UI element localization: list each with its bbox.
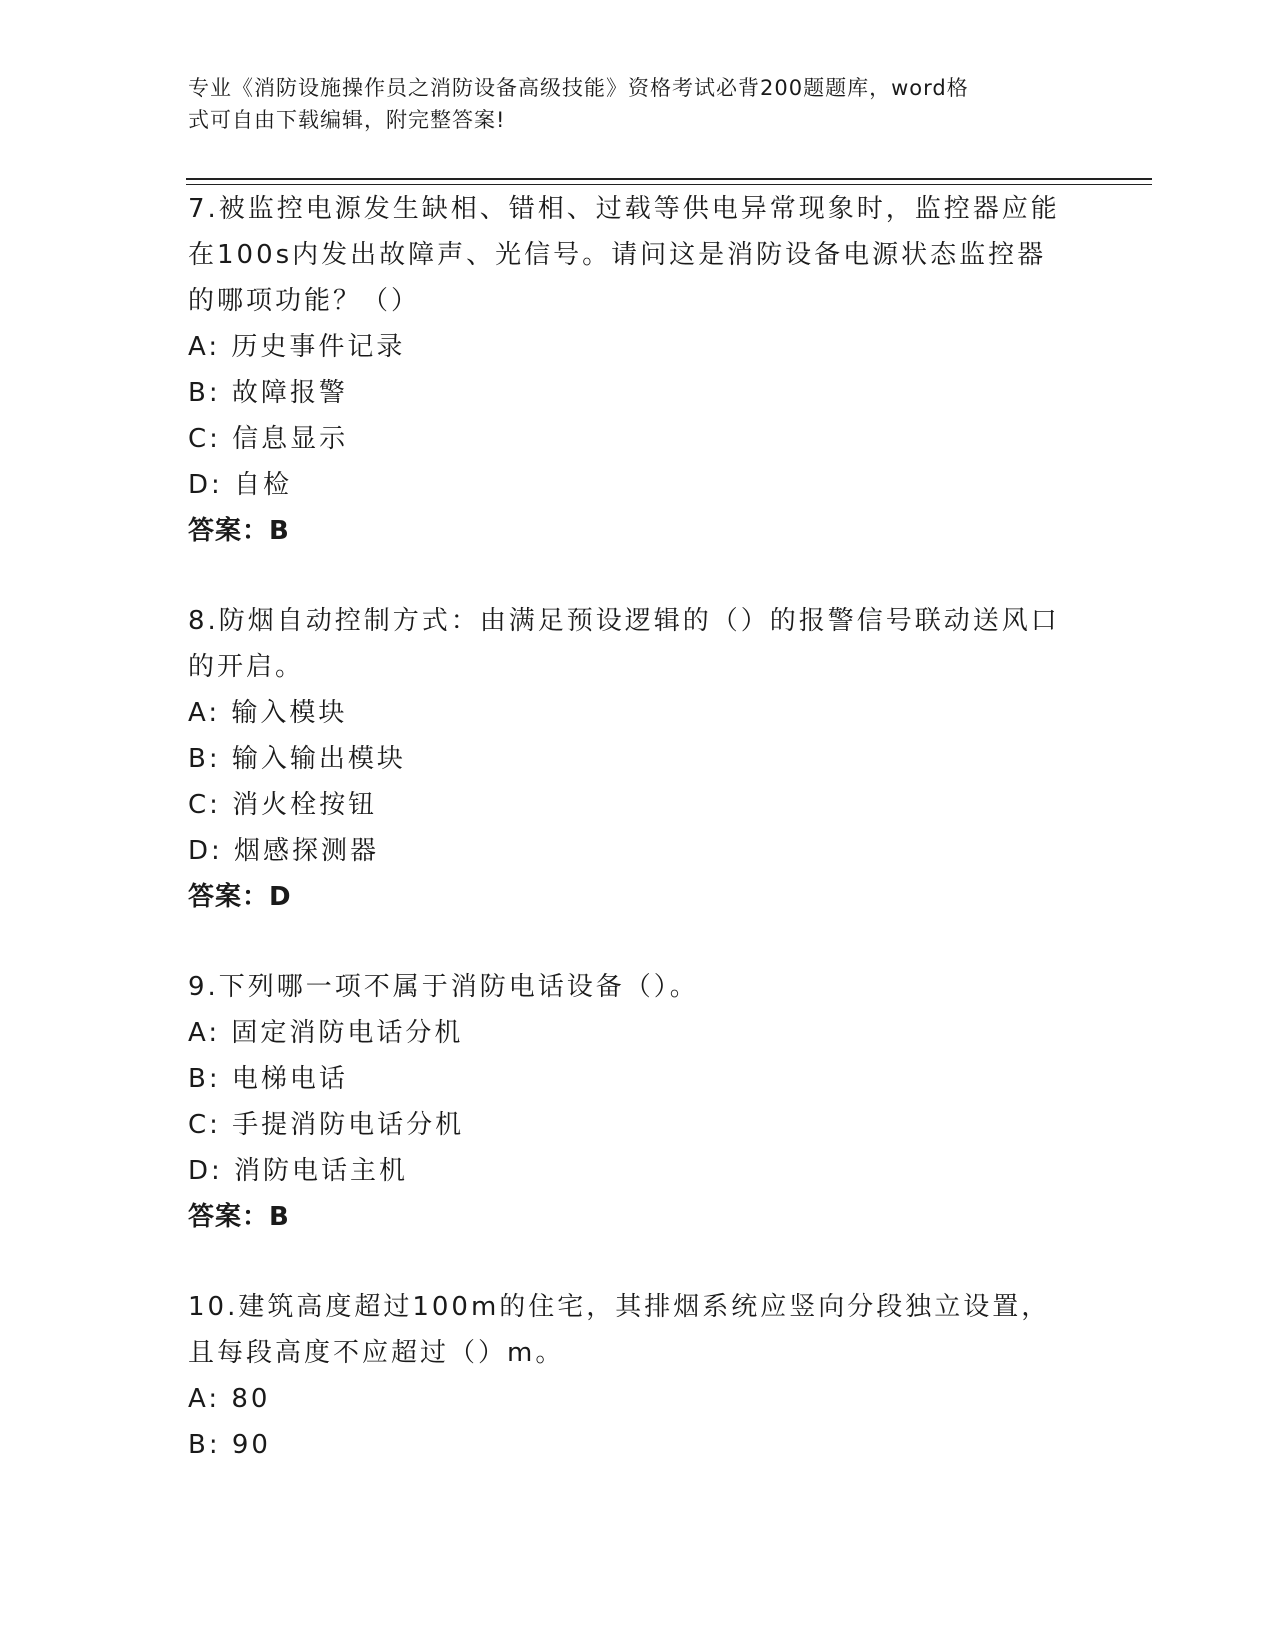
document-header xyxy=(188,72,1068,136)
question-9 xyxy=(188,964,1088,1240)
option-c: C: 消火栓按钮 xyxy=(188,790,378,820)
answer: 答案：B xyxy=(188,516,290,546)
option-b: B: 90 xyxy=(188,1430,271,1460)
header-divider-thin xyxy=(186,184,1152,185)
header-line-2: 式可自由下载编辑，附完整答案! xyxy=(188,108,506,132)
option-a: A: 输入模块 xyxy=(188,698,348,728)
option-b: B: 电梯电话 xyxy=(188,1064,348,1094)
option-d: D: 消防电话主机 xyxy=(188,1156,409,1186)
question-stem: 9.下列哪一项不属于消防电话设备（）。 xyxy=(188,972,699,1002)
question-stem: 8.防烟自动控制方式：由满足预设逻辑的（）的报警信号联动送风口的开启。 xyxy=(188,606,1060,682)
question-8 xyxy=(188,598,1088,920)
question-stem: 7.被监控电源发生缺相、错相、过载等供电异常现象时，监控器应能在100s内发出故障声、光信号。请问这是消防设备电源状态监控器的哪项功能？（） xyxy=(188,194,1060,316)
question-stem: 10.建筑高度超过100m的住宅，其排烟系统应竖向分段独立设置，且每段高度不应超过（）m。 xyxy=(188,1292,1051,1368)
option-c: C: 信息显示 xyxy=(188,424,349,454)
header-divider xyxy=(186,178,1152,180)
question-list xyxy=(188,186,1088,1468)
option-d: D: 烟感探测器 xyxy=(188,836,380,866)
header-line-1: 专业《消防设施操作员之消防设备高级技能》资格考试必背200题题库，word格 xyxy=(188,76,969,100)
option-a: A: 历史事件记录 xyxy=(188,332,406,362)
question-7 xyxy=(188,186,1088,554)
question-10 xyxy=(188,1284,1088,1468)
answer: 答案：D xyxy=(188,882,292,912)
option-c: C: 手提消防电话分机 xyxy=(188,1110,465,1140)
answer: 答案：B xyxy=(188,1202,290,1232)
option-a: A: 80 xyxy=(188,1384,271,1414)
option-d: D: 自检 xyxy=(188,470,293,500)
option-a: A: 固定消防电话分机 xyxy=(188,1018,464,1048)
option-b: B: 故障报警 xyxy=(188,378,348,408)
option-b: B: 输入输出模块 xyxy=(188,744,406,774)
